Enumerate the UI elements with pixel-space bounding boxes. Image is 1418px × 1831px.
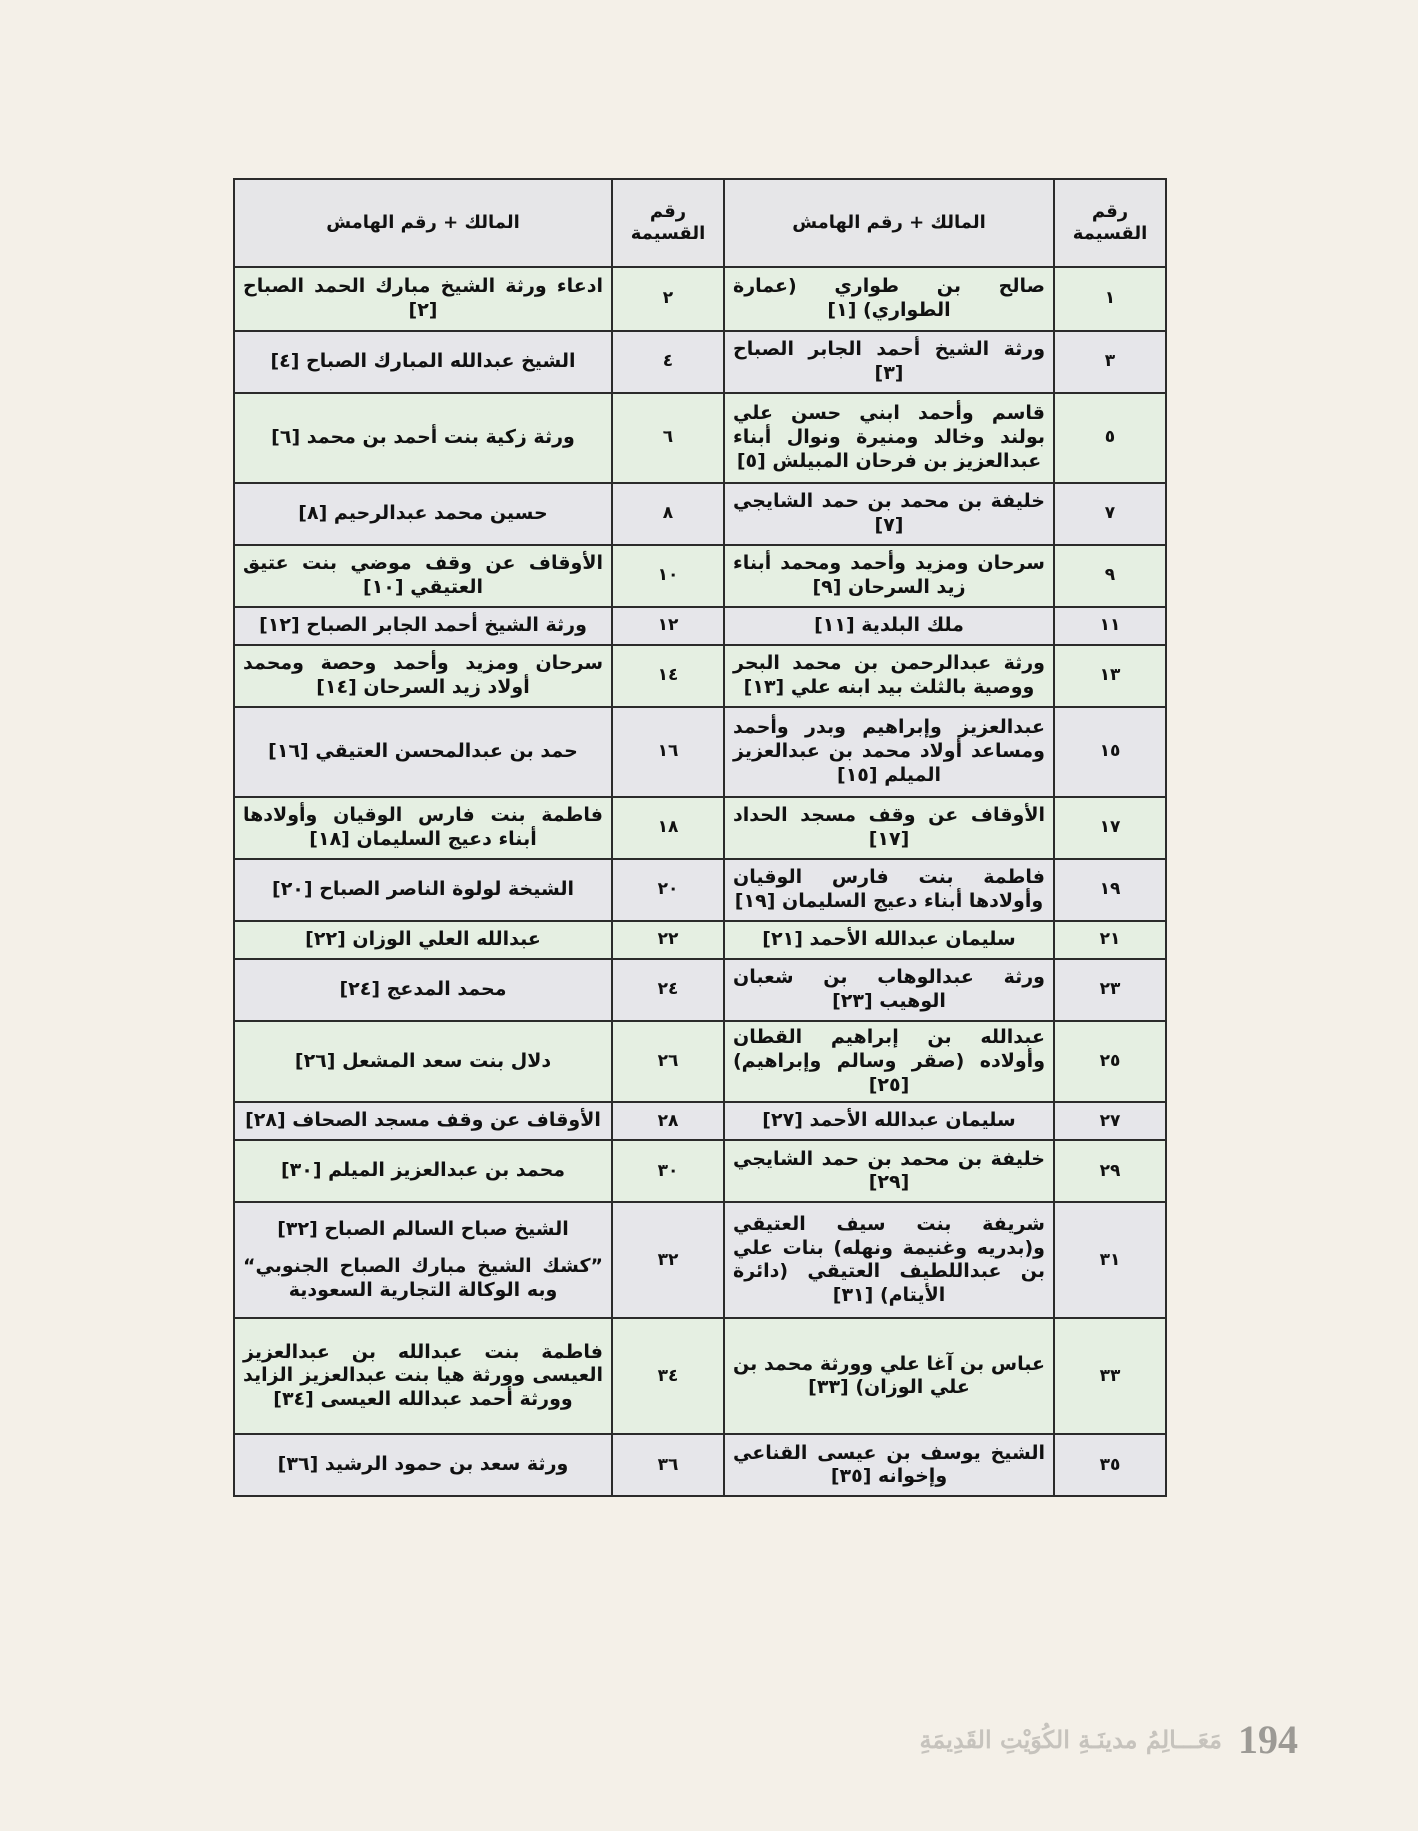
owner-right <box>724 545 1054 607</box>
plot-number-left: ٣٤ <box>612 1318 724 1434</box>
table-row <box>234 707 1166 797</box>
owner-text: فاطمة بنت فارس الوقيان وأولادها أبناء دعيج السليمان [١٩] <box>733 866 1045 912</box>
table-row <box>234 1202 1166 1318</box>
owner-right <box>724 645 1054 707</box>
owner-text: حسين محمد عبدالرحيم [٨] <box>298 502 548 525</box>
table-row <box>234 1434 1166 1496</box>
owner-right <box>724 1202 1054 1318</box>
owner-left <box>234 707 612 797</box>
plot-number-left: ١٠ <box>612 545 724 607</box>
owner-left <box>234 645 612 707</box>
plot-number-left: ٦ <box>612 393 724 483</box>
plot-number-right: ٧ <box>1054 483 1166 545</box>
owner-right <box>724 1021 1054 1102</box>
owner-text: الشيخ صباح السالم الصباح [٣٢] <box>277 1217 569 1240</box>
owner-text: محمد المدعج [٢٤] <box>339 978 507 1001</box>
owner-left <box>234 331 612 393</box>
plot-number-right: ٣ <box>1054 331 1166 393</box>
plot-number-left: ١٢ <box>612 607 724 645</box>
owner-text: الشيخ عبدالله المبارك الصباح [٤] <box>270 350 576 373</box>
owner-text: خليفة بن محمد بن حمد الشايجي [٢٩] <box>733 1147 1045 1194</box>
plot-number-right: ٢١ <box>1054 921 1166 959</box>
owner-text: شريفة بنت سيف العتيقي و(بدريه وغنيمة ونهله) بنات علي بن عبداللطيف العتيقي (دائرة الأيتام) [٣١] <box>733 1212 1045 1306</box>
owner-text: عبدالعزيز وإبراهيم وبدر وأحمد ومساعد أولاد محمد بن عبدالعزيز الميلم [١٥] <box>733 716 1045 786</box>
owner-right <box>724 707 1054 797</box>
plot-number-left: ٢٠ <box>612 859 724 921</box>
owner-text: سرحان ومزيد وأحمد ومحمد أبناء زيد السرحان [٩] <box>733 552 1045 598</box>
owner-right <box>724 959 1054 1021</box>
plot-number-right: ١ <box>1054 267 1166 331</box>
table-row <box>234 645 1166 707</box>
table-row <box>234 959 1166 1021</box>
plot-number-left: ٨ <box>612 483 724 545</box>
plot-number-right: ٢٩ <box>1054 1140 1166 1202</box>
plot-number-left: ٣٢ <box>612 1202 724 1318</box>
owner-text: الشيخة لولوة الناصر الصباح [٢٠] <box>272 878 574 901</box>
owner-left <box>234 483 612 545</box>
plots-owners-table <box>233 178 1167 1497</box>
owner-text: صالح بن طواري (عمارة الطواري) [١] <box>733 275 1045 321</box>
owner-text: فاطمة بنت فارس الوقيان وأولادها أبناء دعيج السليمان [١٨] <box>243 804 603 850</box>
owner-left <box>234 267 612 331</box>
plot-number-left: ١٦ <box>612 707 724 797</box>
plot-number-right: ٣١ <box>1054 1202 1166 1318</box>
table-row <box>234 267 1166 331</box>
plot-number-right: ١٣ <box>1054 645 1166 707</box>
plot-number-left: ٢٤ <box>612 959 724 1021</box>
owner-text: حمد بن عبدالمحسن العتيقي [١٦] <box>268 740 578 763</box>
plot-number-left: ١٤ <box>612 645 724 707</box>
owner-text: عباس بن آغا علي وورثة محمد بن علي الوزان) [٣٣] <box>733 1352 1045 1399</box>
plot-number-right: ١١ <box>1054 607 1166 645</box>
header-plot-number-left: رقم القسيمة <box>612 179 724 267</box>
plot-number-right: ١٧ <box>1054 797 1166 859</box>
owner-left <box>234 393 612 483</box>
owner-text: ورثة سعد بن حمود الرشيد [٣٦] <box>277 1453 569 1476</box>
owner-left <box>234 545 612 607</box>
owner-text: سليمان عبدالله الأحمد [٢١] <box>762 928 1016 951</box>
table-row <box>234 393 1166 483</box>
plot-number-right: ٢٥ <box>1054 1021 1166 1102</box>
table-row <box>234 921 1166 959</box>
owner-text: ورثة الشيخ أحمد الجابر الصباح [٣] <box>733 338 1045 384</box>
plot-number-right: ٢٧ <box>1054 1102 1166 1140</box>
table-row <box>234 859 1166 921</box>
owner-text: ورثة زكية بنت أحمد بن محمد [٦] <box>271 426 575 449</box>
table-row <box>234 1140 1166 1202</box>
owner-left <box>234 921 612 959</box>
owner-right <box>724 393 1054 483</box>
table-row <box>234 545 1166 607</box>
owner-left <box>234 1318 612 1434</box>
header-plot-number-right: رقم القسيمة <box>1054 179 1166 267</box>
owner-left <box>234 1202 612 1318</box>
header-owner-right: المالك + رقم الهامش <box>724 179 1054 267</box>
owner-text: ورثة الشيخ أحمد الجابر الصباح [١٢] <box>259 614 587 637</box>
table-row <box>234 607 1166 645</box>
plot-number-left: ٤ <box>612 331 724 393</box>
book-title: مَعَـــالِمُ مدينَـةِ الكُوَيْتِ القَدِيمَةِ <box>919 1725 1222 1754</box>
plot-number-left: ٣٦ <box>612 1434 724 1496</box>
plot-number-left: ٣٠ <box>612 1140 724 1202</box>
owner-right <box>724 1140 1054 1202</box>
plot-number-left: ٢٨ <box>612 1102 724 1140</box>
plot-number-right: ٣٣ <box>1054 1318 1166 1434</box>
owner-text: ادعاء ورثة الشيخ مبارك الحمد الصباح [٢] <box>243 275 603 321</box>
owner-left <box>234 1102 612 1140</box>
owner-text: ”كشك الشيخ مبارك الصباح الجنوبي“ وبه الوكالة التجارية السعودية <box>243 1255 603 1302</box>
table-row <box>234 1102 1166 1140</box>
owner-right <box>724 483 1054 545</box>
owner-right <box>724 331 1054 393</box>
owner-text: قاسم وأحمد ابني حسن علي بولند وخالد ومنيرة ونوال أبناء عبدالعزيز بن فرحان المبيلش [٥] <box>733 402 1045 472</box>
owner-text: سرحان ومزيد وأحمد وحصة ومحمد أولاد زيد السرحان [١٤] <box>243 652 603 698</box>
plot-number-right: ٢٣ <box>1054 959 1166 1021</box>
owner-left <box>234 1140 612 1202</box>
owner-text: فاطمة بنت عبدالله بن عبدالعزيز العيسى وورثة هيا بنت عبدالعزيز الزايد وورثة أحمد عبدالله العيسى [٣٤] <box>243 1340 603 1411</box>
owner-text: الشيخ يوسف بن عيسى القناعي وإخوانه [٣٥] <box>733 1441 1045 1488</box>
owner-right <box>724 921 1054 959</box>
table-header-row <box>234 179 1166 267</box>
table-row <box>234 1021 1166 1102</box>
table-body <box>234 267 1166 1496</box>
table-row <box>234 331 1166 393</box>
plot-number-left: ٢ <box>612 267 724 331</box>
owner-text: عبدالله بن إبراهيم القطان وأولاده (صقر وسالم وإبراهيم) [٢٥] <box>733 1026 1045 1096</box>
table-row <box>234 797 1166 859</box>
plot-number-left: ٢٢ <box>612 921 724 959</box>
owner-right <box>724 797 1054 859</box>
owner-left <box>234 607 612 645</box>
page-footer <box>920 1716 1298 1763</box>
plot-number-right: ٥ <box>1054 393 1166 483</box>
owner-right <box>724 1318 1054 1434</box>
owner-text: الأوقاف عن وقف موضي بنت عتيق العتيقي [١٠] <box>243 552 603 598</box>
owner-left <box>234 959 612 1021</box>
owner-text: خليفة بن محمد بن حمد الشايجي [٧] <box>733 490 1045 536</box>
plot-number-right: ٩ <box>1054 545 1166 607</box>
plot-number-left: ٢٦ <box>612 1021 724 1102</box>
owner-right <box>724 607 1054 645</box>
owner-text: سليمان عبدالله الأحمد [٢٧] <box>762 1109 1016 1132</box>
owner-left <box>234 1021 612 1102</box>
owner-left <box>234 797 612 859</box>
header-owner-left: المالك + رقم الهامش <box>234 179 612 267</box>
table-row <box>234 483 1166 545</box>
owner-left <box>234 859 612 921</box>
owner-text: الأوقاف عن وقف مسجد الصحاف [٢٨] <box>245 1109 601 1132</box>
owner-right <box>724 267 1054 331</box>
owner-text: محمد بن عبدالعزيز الميلم [٣٠] <box>280 1159 566 1182</box>
owner-text: عبدالله العلي الوزان [٢٢] <box>305 928 541 951</box>
owner-right <box>724 1102 1054 1140</box>
owner-text: ملك البلدية [١١] <box>814 614 964 637</box>
owner-text: ورثة عبدالوهاب بن شعبان الوهيب [٢٣] <box>733 966 1045 1012</box>
owner-text: ورثة عبدالرحمن بن محمد البحر ووصية بالثلث بيد ابنه علي [١٣] <box>733 652 1045 698</box>
owner-left <box>234 1434 612 1496</box>
plot-number-left: ١٨ <box>612 797 724 859</box>
page-number: 194 <box>1238 1717 1298 1762</box>
owner-right <box>724 1434 1054 1496</box>
owner-text: الأوقاف عن وقف مسجد الحداد [١٧] <box>733 804 1045 850</box>
plot-number-right: ١٩ <box>1054 859 1166 921</box>
plot-number-right: ١٥ <box>1054 707 1166 797</box>
owner-text: دلال بنت سعد المشعل [٢٦] <box>294 1049 552 1072</box>
plot-number-right: ٣٥ <box>1054 1434 1166 1496</box>
owner-right <box>724 859 1054 921</box>
table-row <box>234 1318 1166 1434</box>
